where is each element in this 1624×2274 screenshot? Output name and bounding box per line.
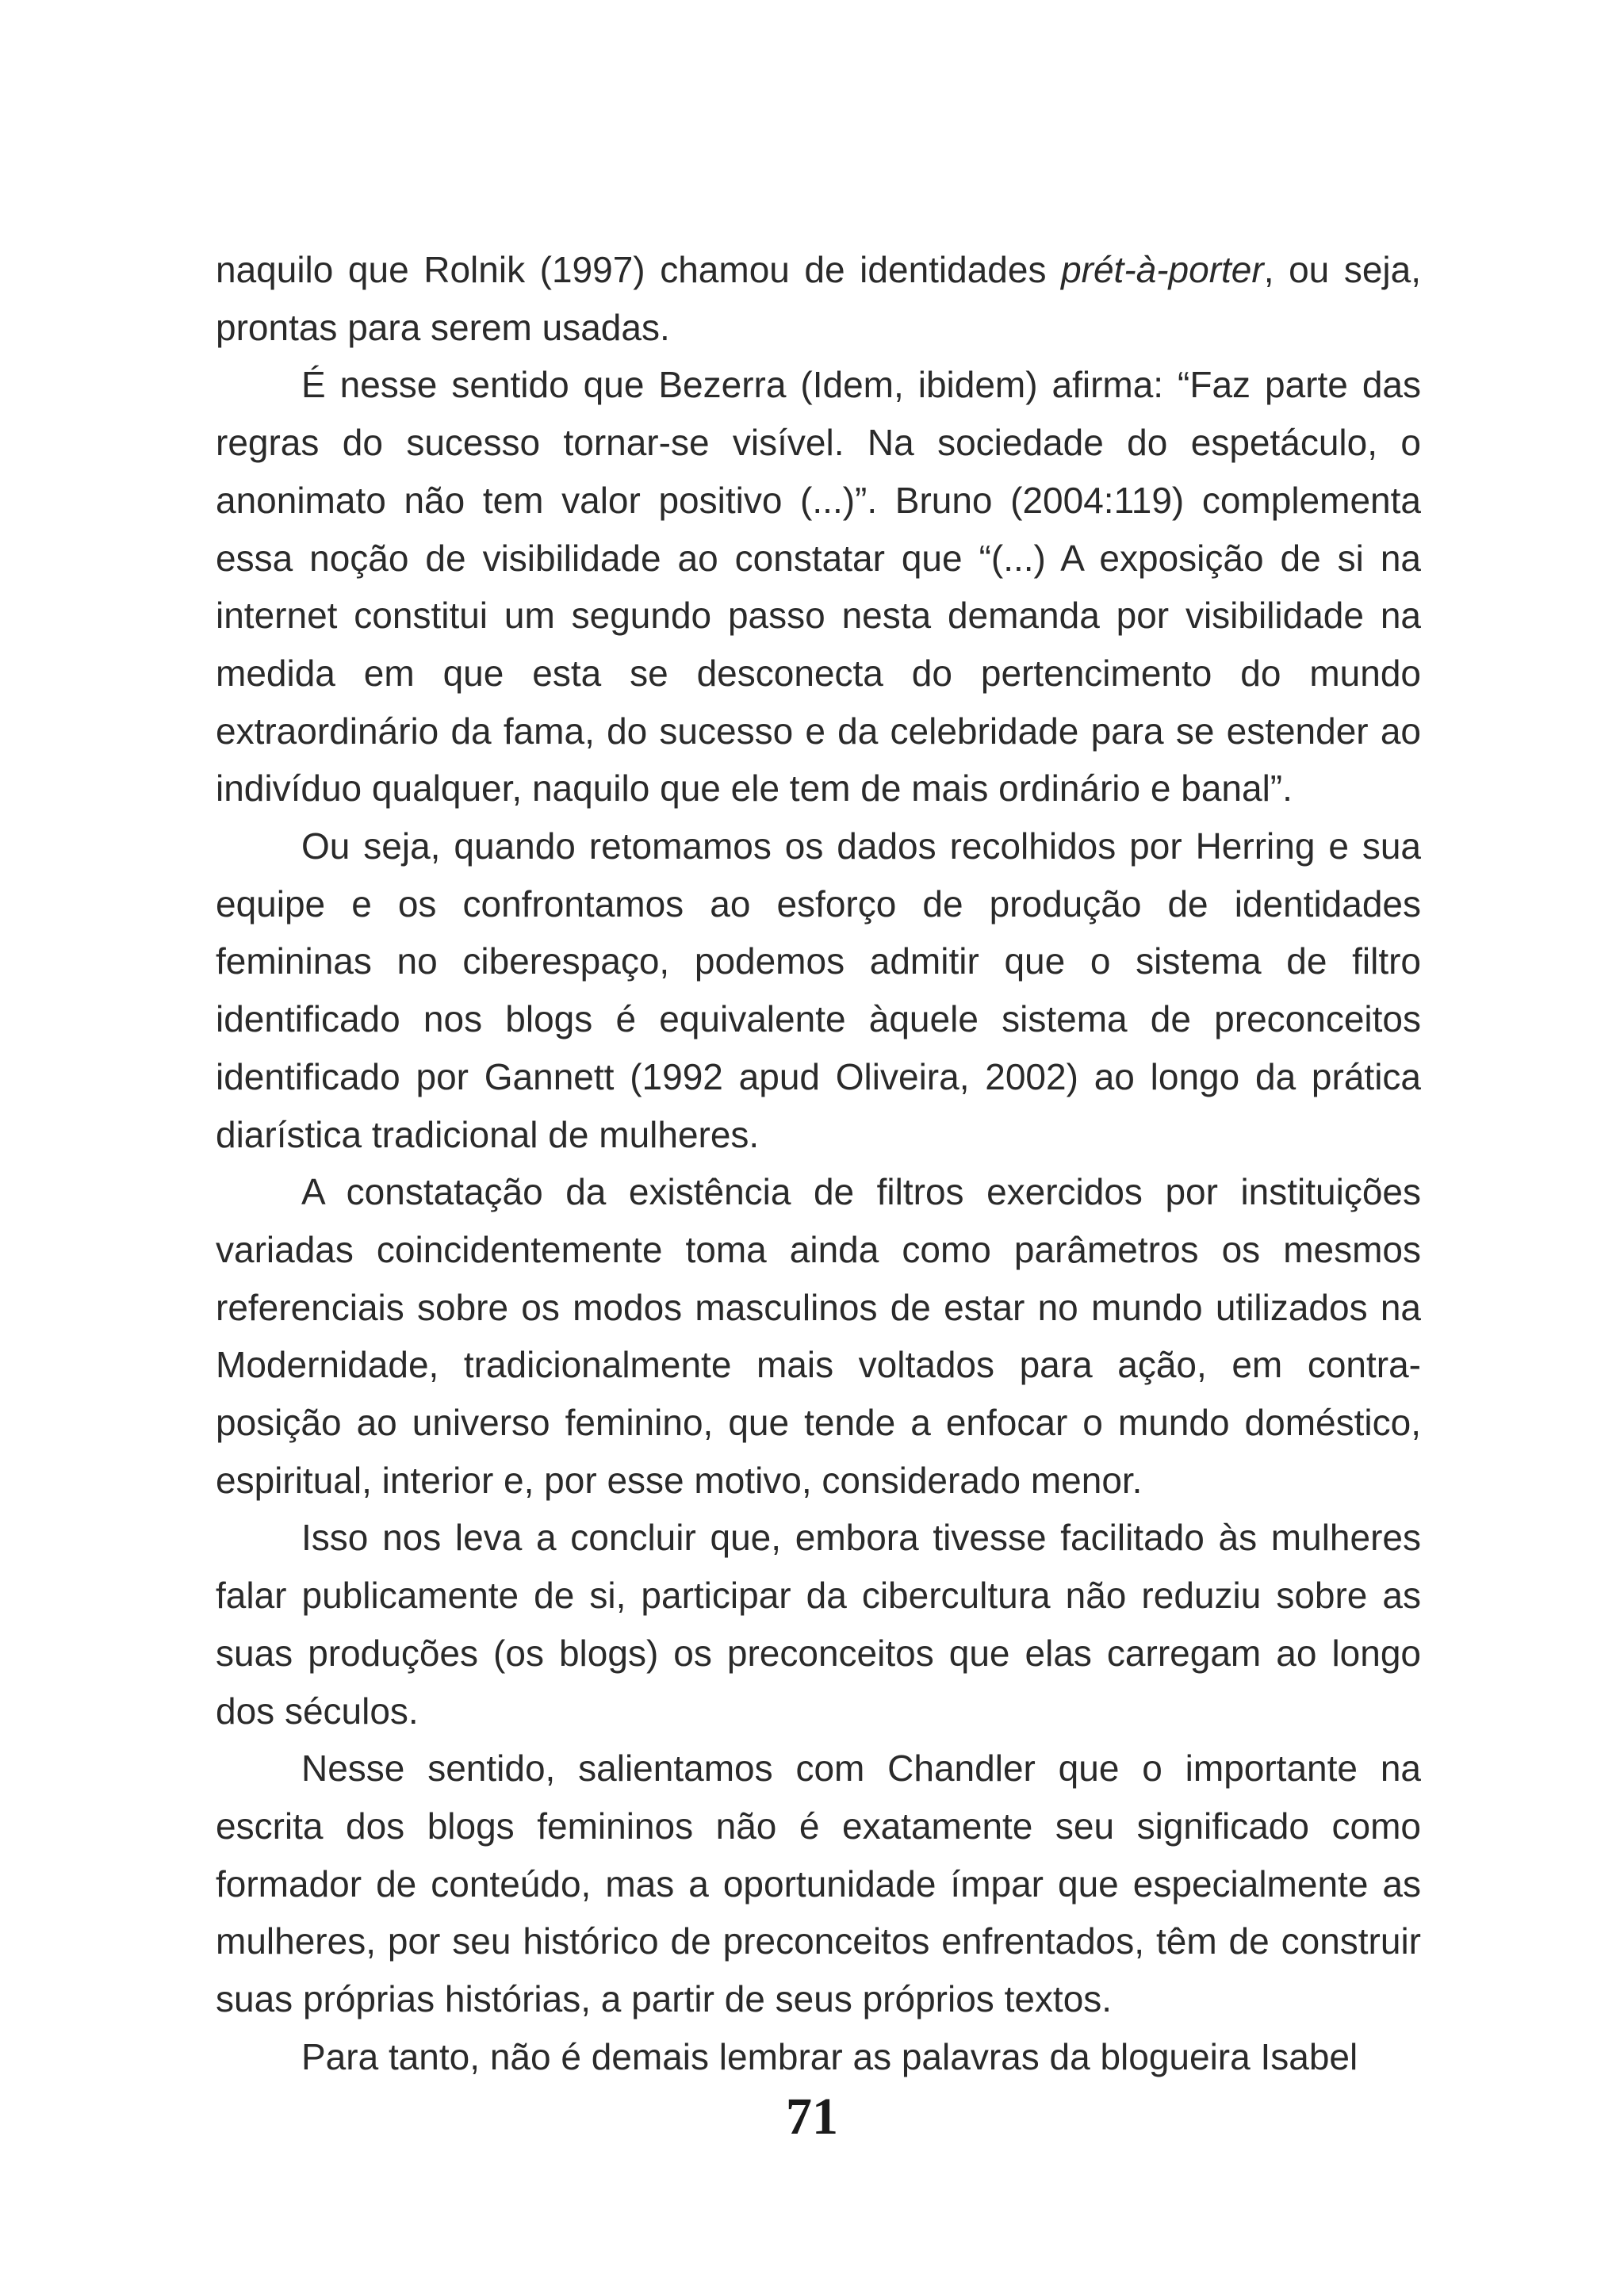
text-run: Ou seja, quando retomamos os dados recolhidos por Herring e sua equipe e os confrontamos ao esforço de produção de identidades femininas no ciberespaço, podemos admitir que o sistema de filtro identificado nos blogs é equivalente àquele sistema de preconceitos identificado por Gannett (1992 apud Oliveira, 2002) ao longo da prática diarística tradicional de mulheres. xyxy=(216,825,1421,1155)
text-run: A constatação da existência de filtros exercidos por instituições variadas coincidentemente toma ainda como parâmetros os mesmos referenciais sobre os modos masculinos de estar no mundo utilizados na Modernidade, tradicionalmente mais voltados para ação, em contra-posição ao universo feminino, que tende a enfocar o mundo doméstico, espiritual, interior e, por esse motivo, considerado menor. xyxy=(216,1171,1421,1501)
text-run: É nesse sentido que Bezerra (Idem, ibidem) afirma: “Faz parte das regras do sucesso tornar-se visível. Na sociedade do espetáculo, o anonimato não tem valor positivo (...)”. Bruno (2004:119) complementa essa noção de visibilidade ao constatar que “(...) A exposição de si na internet constitui um segundo passo nesta demanda por visibilidade na medida em que esta se desconecta do pertencimento do mundo extraordinário da fama, do sucesso e da celebridade para se estender ao indivíduo qualquer, naquilo que ele tem de mais ordinário e banal”. xyxy=(216,364,1421,810)
paragraph-1 xyxy=(216,241,1421,356)
text-run: Para tanto, não é demais lembrar as palavras da blogueira Isabel xyxy=(301,2035,1358,2077)
paragraph-4 xyxy=(216,1163,1421,1509)
paragraph-2 xyxy=(216,356,1421,817)
text-run: Isso nos leva a concluir que, embora tivesse facilitado às mulheres falar publicamente de si, participar da cibercultura não reduziu sobre as suas produções (os blogs) os preconceitos que elas carregam ao longo dos séculos. xyxy=(216,1517,1421,1732)
text-run: , ou seja, prontas para serem usadas. xyxy=(216,249,1421,348)
text-run: Nesse sentido, salientamos com Chandler que o importante na escrita dos blogs femininos não é exatamente seu significado como formador de conteúdo, mas a oportunidade ímpar que especialmente as mulheres, por seu histórico de preconceitos enfrentados, têm de construir suas próprias histórias, a partir de seus próprios textos. xyxy=(216,1748,1421,2020)
paragraph-6 xyxy=(216,1740,1421,2028)
text-run-italic: prét-à-porter xyxy=(1061,249,1264,290)
text-run: naquilo que Rolnik (1997) chamou de identidades xyxy=(216,249,1062,290)
paragraph-5 xyxy=(216,1509,1421,1740)
paragraph-7 xyxy=(216,2028,1421,2086)
paragraph-3 xyxy=(216,817,1421,1163)
page-number: 71 xyxy=(786,2088,838,2146)
body-text xyxy=(216,241,1421,2086)
